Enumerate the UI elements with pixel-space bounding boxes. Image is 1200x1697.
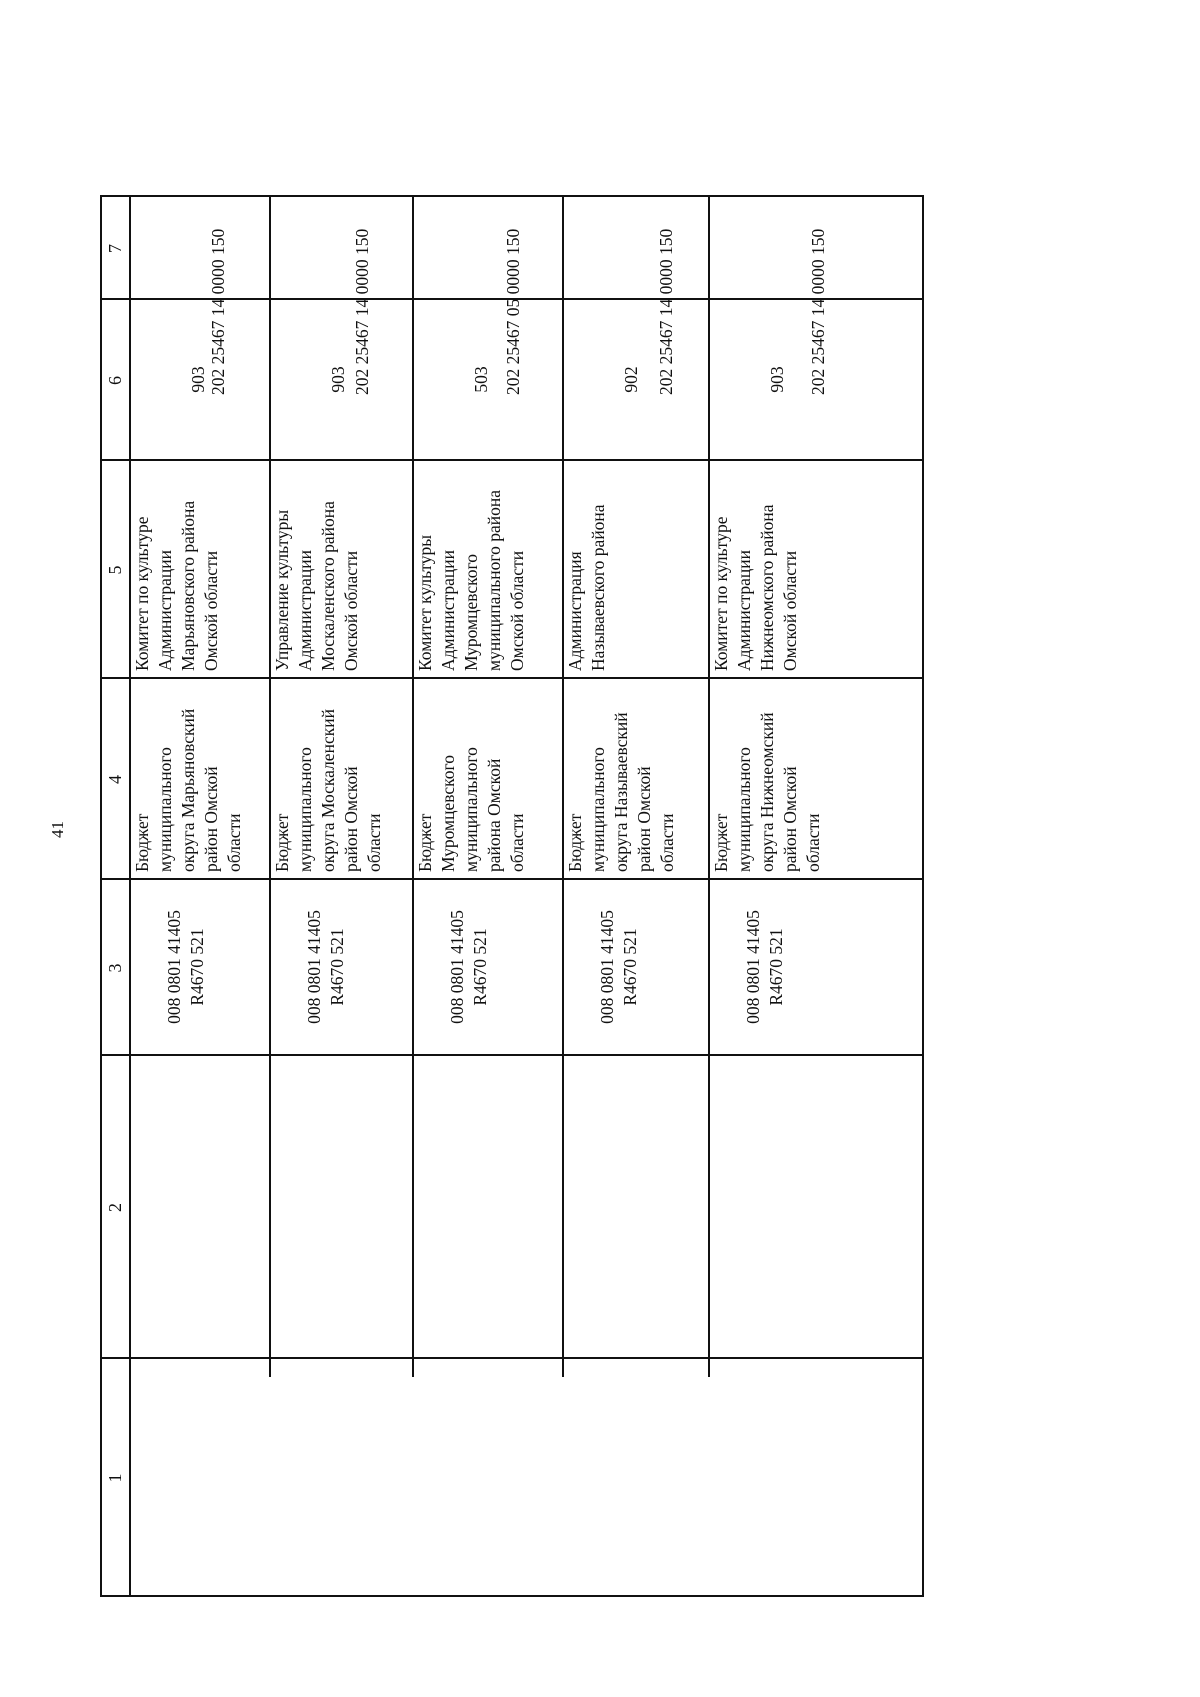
code-line: 008 0801 41405	[447, 910, 467, 1024]
column-header-4: 4	[105, 775, 125, 784]
code-line: 008 0801 41405	[597, 910, 617, 1024]
budget-line: округа Нижнеомский	[757, 712, 777, 872]
code-line: R4670 521	[470, 928, 490, 1006]
budget-line: области	[803, 813, 823, 872]
budget-line: округа Москаленский	[318, 709, 338, 872]
admin-line: Управление культуры	[272, 509, 292, 671]
table-row-1-glava: 903	[188, 366, 208, 393]
column-header-7: 7	[105, 244, 125, 253]
code-line: 008 0801 41405	[164, 910, 184, 1024]
col-divider-1-2	[100, 1357, 924, 1359]
admin-line: Омской области	[201, 550, 221, 671]
table-row-5-glava: 903	[767, 366, 787, 393]
budget-line: муниципального	[155, 747, 175, 872]
budget-line: района Омской	[484, 758, 504, 872]
budget-line: Бюджет	[565, 813, 585, 872]
admin-line: Омской области	[341, 550, 361, 671]
budget-line: округа Называевский	[611, 712, 631, 872]
admin-line: Нижнеомского района	[757, 504, 777, 671]
code-line: 008 0801 41405	[304, 910, 324, 1024]
column-header-6: 6	[105, 376, 125, 385]
admin-line: Называевского района	[588, 504, 608, 671]
table-row-5-admin	[710, 461, 922, 677]
admin-line: муниципального района	[484, 489, 504, 671]
admin-line: Администрации	[438, 550, 458, 671]
admin-line: Комитет по культуре	[711, 516, 731, 671]
admin-line: Омской области	[507, 550, 527, 671]
table-row-5-kbk-text: 202 25467 14 0000 150	[808, 228, 828, 395]
budget-line: район Омской	[201, 766, 221, 872]
page-number: 41	[48, 821, 67, 838]
code-line: R4670 521	[327, 928, 347, 1006]
budget-line: области	[364, 813, 384, 872]
budget-line: Бюджет	[132, 813, 152, 872]
budget-line: район Омской	[780, 766, 800, 872]
table-row-1-code	[131, 880, 269, 1054]
budget-line: муниципального	[295, 747, 315, 872]
table-left-border	[100, 1595, 924, 1597]
budget-line: район Омской	[634, 766, 654, 872]
budget-line: муниципального	[588, 747, 608, 872]
table-row-2-kbk-text: 202 25467 14 0000 150	[352, 228, 372, 395]
table-row-1-admin	[131, 461, 269, 677]
budget-line: район Омской	[341, 766, 361, 872]
table-row-4-kbk-text: 202 25467 14 0000 150	[656, 228, 676, 395]
code-line: R4670 521	[187, 928, 207, 1006]
col-divider-2-3	[100, 1054, 924, 1056]
table-row-3-budget	[414, 679, 562, 878]
admin-line: Комитет культуры	[415, 534, 435, 671]
budget-line: округа Марьяновский	[178, 708, 198, 872]
table-row-3-admin	[414, 461, 562, 677]
table-row-4-code	[564, 880, 708, 1054]
admin-line: Администрации	[295, 550, 315, 671]
table-row-2-admin	[271, 461, 412, 677]
table-row-3-glava: 503	[471, 366, 491, 393]
column-header-1: 1	[105, 1473, 125, 1483]
table-row-2-budget	[271, 679, 412, 878]
table-row-3-kbk-text: 202 25467 05 0000 150	[503, 228, 523, 395]
table-row-3-code	[414, 880, 562, 1054]
table-row-5-code	[710, 880, 922, 1054]
rotated-table	[100, 195, 924, 1597]
table-row-1-kbk-text: 202 25467 14 0000 150	[208, 228, 228, 395]
budget-line: Бюджет	[415, 813, 435, 872]
table-bottom-border	[922, 195, 924, 1597]
admin-line: Марьяновского района	[178, 500, 198, 671]
admin-line: Муромцевского	[461, 553, 481, 671]
budget-line: области	[507, 813, 527, 872]
admin-line: Омской области	[780, 550, 800, 671]
budget-line: Муромцевского	[438, 754, 458, 872]
table-row-1-kbk	[131, 197, 269, 298]
code-line: R4670 521	[766, 928, 786, 1006]
budget-line: области	[657, 813, 677, 872]
admin-line: Администрация	[565, 551, 585, 671]
table-row-1-budget	[131, 679, 269, 878]
column-header-5: 5	[105, 565, 125, 575]
column-header-2: 2	[105, 1203, 125, 1212]
table-row-2-glava: 903	[328, 366, 348, 393]
admin-line: Администрации	[155, 550, 175, 671]
budget-line: Бюджет	[272, 813, 292, 872]
budget-line: муниципального	[734, 747, 754, 872]
admin-line: Администрации	[734, 550, 754, 671]
admin-line: Комитет по культуре	[132, 516, 152, 671]
budget-line: муниципального	[461, 747, 481, 872]
budget-line: области	[224, 813, 244, 872]
budget-line: Бюджет	[711, 813, 731, 872]
admin-line: Москаленского района	[318, 501, 338, 671]
table-row-5-budget	[710, 679, 922, 878]
table-row-4-admin	[564, 461, 708, 677]
column-header-3: 3	[105, 963, 125, 973]
code-line: 008 0801 41405	[743, 910, 763, 1024]
table-row-2-code	[271, 880, 412, 1054]
table-row-4-budget	[564, 679, 708, 878]
code-line: R4670 521	[620, 928, 640, 1006]
table-row-4-glava: 902	[621, 366, 641, 393]
